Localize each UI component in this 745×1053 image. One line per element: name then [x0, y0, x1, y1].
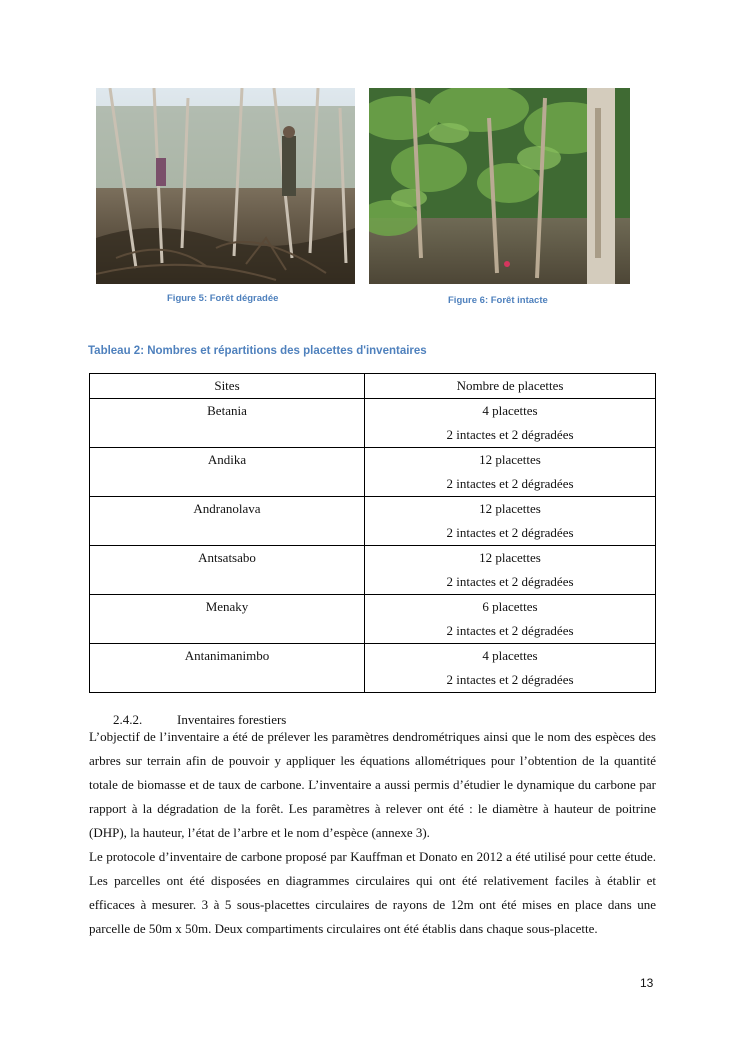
- section-number: 2.4.2.: [113, 712, 143, 727]
- count-value: 12 placettes: [479, 452, 541, 467]
- table-row: [90, 595, 656, 644]
- table-row: [90, 399, 656, 448]
- figure-5-caption: Figure 5: Forêt dégradée: [167, 293, 279, 304]
- site-cell: Betania: [90, 399, 365, 448]
- placettes-table: [89, 373, 656, 693]
- count-detail: 2 intactes et 2 dégradées: [446, 427, 574, 442]
- count-detail: 2 intactes et 2 dégradées: [446, 574, 574, 589]
- table-row: [90, 497, 656, 546]
- site-cell: Andika: [90, 448, 365, 497]
- table-title: Tableau 2: Nombres et répartitions des placettes d'inventaires: [88, 345, 427, 357]
- count-cell: [365, 497, 656, 546]
- count-value: 4 placettes: [482, 648, 538, 663]
- count-value: 12 placettes: [479, 550, 541, 565]
- paragraph-objective: L’objectif de l’inventaire a été de prélever les paramètres dendrométriques ainsi que le nom des espèces des arbres sur terrain afin de pouvoir y appliquer les équations allométriques pour l’obtention de la quantité totale de biomasse et de taux de carbone. L’inventaire a aussi permis d’étudier le dynamique du carbone par rapport à la dégradation de la forêt. Les paramètres à relever ont été : le diamètre à hauteur de poitrine (DHP), la hauteur, l’état de l’arbre et le nom d’espèce (annexe 3).: [89, 729, 656, 840]
- count-cell: [365, 448, 656, 497]
- table-row: [90, 448, 656, 497]
- count-detail: 2 intactes et 2 dégradées: [446, 623, 574, 638]
- count-detail: 2 intactes et 2 dégradées: [446, 672, 574, 687]
- count-detail: 2 intactes et 2 dégradées: [446, 525, 574, 540]
- count-value: 6 placettes: [482, 599, 538, 614]
- figure-6-photo: [369, 88, 630, 284]
- site-cell: Antsatsabo: [90, 546, 365, 595]
- site-cell: Menaky: [90, 595, 365, 644]
- table-row: [90, 546, 656, 595]
- page-number: 13: [640, 976, 654, 990]
- count-cell: [365, 399, 656, 448]
- table-header-row: [90, 374, 656, 399]
- count-cell: [365, 595, 656, 644]
- paragraph-protocol: Le protocole d’inventaire de carbone proposé par Kauffman et Donato en 2012 a été utilisé pour cette étude. Les parcelles ont été disposées en diagrammes circulaires qui ont été relativement faciles à établir et efficaces à mesurer. 3 à 5 sous-placettes circulaires de rayons de 12m ont été mises en place dans une parcelle de 50m x 50m. Deux compartiments circulaires ont été établis dans chaque sous-placette.: [89, 849, 656, 936]
- count-cell: [365, 546, 656, 595]
- site-cell: Antanimanimbo: [90, 644, 365, 693]
- site-cell: Andranolava: [90, 497, 365, 546]
- count-value: 4 placettes: [482, 403, 538, 418]
- count-detail: 2 intactes et 2 dégradées: [446, 476, 574, 491]
- figure-6-caption: Figure 6: Forêt intacte: [448, 295, 548, 306]
- count-cell: [365, 644, 656, 693]
- section-title: Inventaires forestiers: [177, 712, 287, 727]
- count-value: 12 placettes: [479, 501, 541, 516]
- header-sites: Sites: [90, 374, 365, 399]
- header-nombre-placettes: Nombre de placettes: [365, 374, 656, 399]
- figure-5-photo: [96, 88, 355, 284]
- table-row: [90, 644, 656, 693]
